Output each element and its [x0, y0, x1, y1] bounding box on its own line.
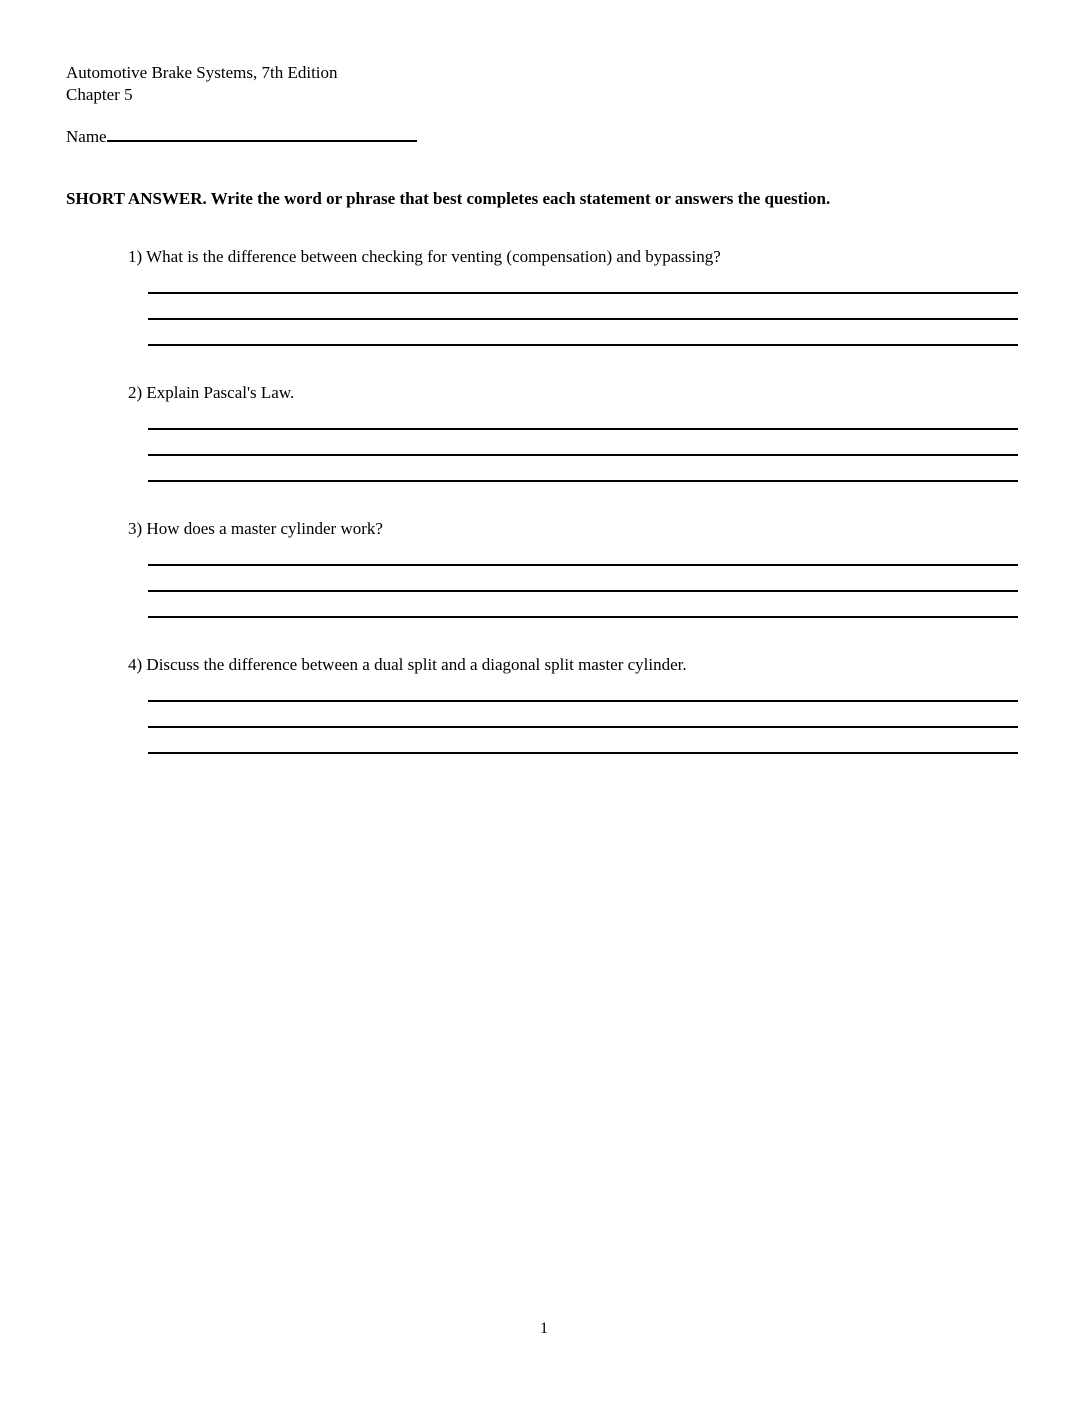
- answer-blank-line: [148, 592, 1018, 618]
- question-number: 3): [128, 519, 143, 538]
- answer-blank-line: [148, 294, 1018, 320]
- answer-blank-line: [148, 456, 1018, 482]
- question-number: 4): [128, 655, 143, 674]
- question-1: [66, 246, 1018, 346]
- question-body: Explain Pascal's Law.: [146, 383, 295, 402]
- question-text: [128, 518, 1018, 540]
- question-body: Discuss the difference between a dual split and a diagonal split master cylinder.: [146, 655, 687, 674]
- answer-blank-line: [148, 320, 1018, 346]
- answer-lines: [148, 404, 1018, 482]
- page-number: 1: [540, 1320, 548, 1337]
- answer-lines: [148, 540, 1018, 618]
- answer-blank-line: [148, 728, 1018, 754]
- answer-lines: [148, 268, 1018, 346]
- name-blank-line: [107, 122, 417, 142]
- answer-blank-line: [148, 540, 1018, 566]
- answer-blank-line: [148, 566, 1018, 592]
- question-body: How does a master cylinder work?: [146, 519, 383, 538]
- answer-blank-line: [148, 702, 1018, 728]
- question-text: [128, 246, 1018, 268]
- question-3: [66, 518, 1018, 618]
- name-field: [66, 122, 1018, 148]
- answer-lines: [148, 676, 1018, 754]
- answer-blank-line: [148, 430, 1018, 456]
- section-instruction: SHORT ANSWER. Write the word or phrase that best completes each statement or answers the question.: [66, 189, 831, 208]
- document-title: Automotive Brake Systems, 7th Edition: [66, 63, 338, 82]
- answer-blank-line: [148, 676, 1018, 702]
- name-label: Name: [66, 127, 107, 146]
- answer-blank-line: [148, 404, 1018, 430]
- question-body: What is the difference between checking for venting (compensation) and bypassing?: [146, 247, 721, 266]
- answer-blank-line: [148, 268, 1018, 294]
- question-text: [128, 382, 1018, 404]
- document-subtitle: Chapter 5: [66, 85, 133, 104]
- question-2: [66, 382, 1018, 482]
- question-text: [128, 654, 1018, 676]
- question-number: 1): [128, 247, 143, 266]
- question-4: [66, 654, 1018, 754]
- question-number: 2): [128, 383, 143, 402]
